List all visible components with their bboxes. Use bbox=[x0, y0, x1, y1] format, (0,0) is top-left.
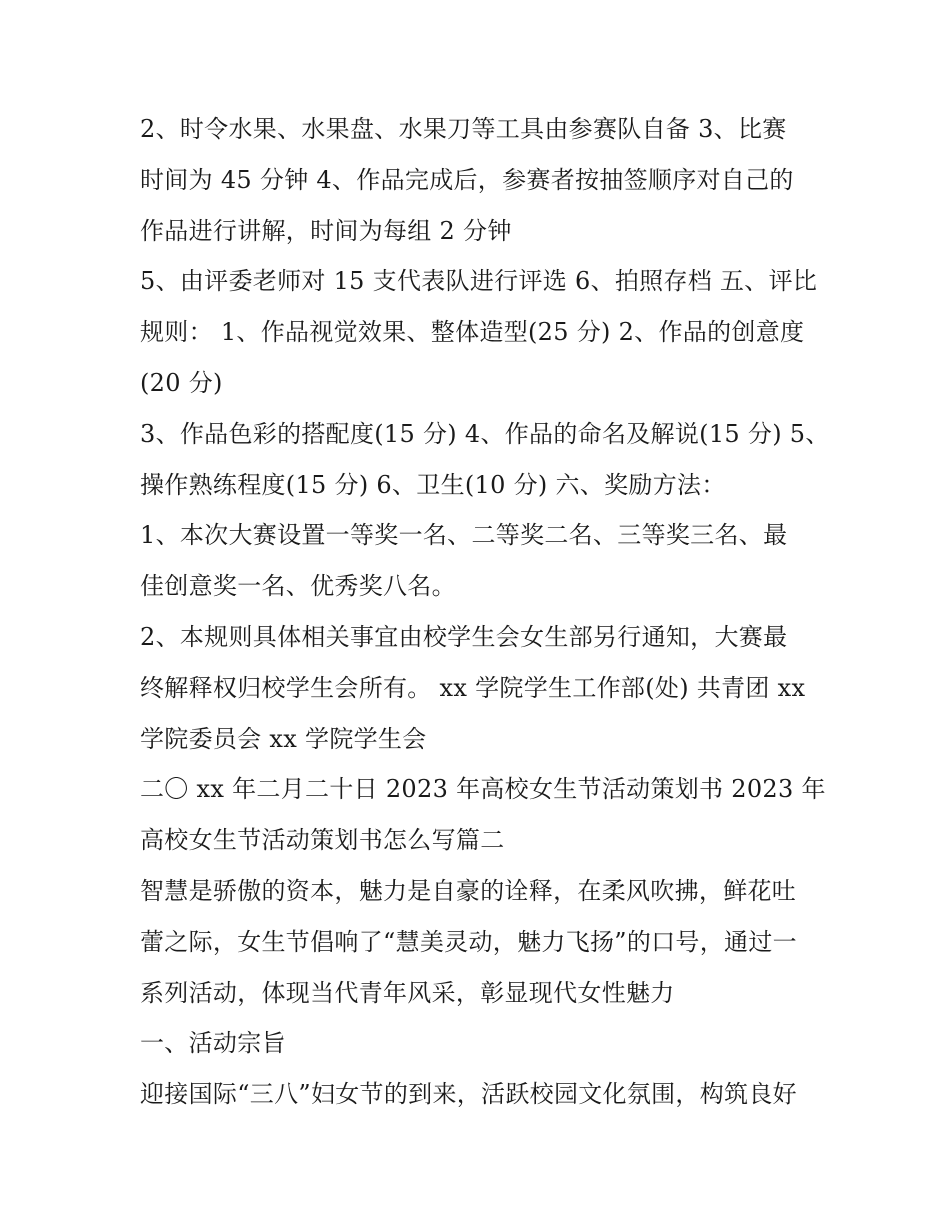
text-line: 佳创意奖一名、优秀奖八名。 bbox=[140, 572, 456, 601]
text-line: 蕾之际，女生节倡响了“慧美灵动，魅力飞扬”的口号，通过一 bbox=[140, 927, 797, 956]
text-line: (20 分) bbox=[140, 368, 223, 397]
document-body bbox=[140, 104, 830, 1120]
text-line: 时间为 45 分钟 4、作品完成后，参赛者按抽签顺序对自己的 bbox=[140, 165, 794, 194]
text-line: 操作熟练程度(15 分) 6、卫生(10 分) 六、奖励方法： bbox=[140, 470, 726, 499]
text-line: 高校女生节活动策划书怎么写篇二 bbox=[140, 826, 505, 855]
section-heading: 一、活动宗旨 bbox=[140, 1029, 286, 1058]
text-line: 终解释权归校学生会所有。 xx 学院学生工作部(处) 共青团 xx bbox=[140, 673, 806, 702]
text-line: 1、本次大赛设置一等奖一名、二等奖二名、三等奖三名、最 bbox=[140, 521, 788, 550]
text-line: 作品进行讲解，时间为每组 2 分钟 bbox=[140, 216, 512, 245]
text-line: 迎接国际“三八”妇女节的到来，活跃校园文化氛围，构筑良好 bbox=[140, 1080, 797, 1109]
text-line: 3、作品色彩的搭配度(15 分) 4、作品的命名及解说(15 分) 5、 bbox=[140, 419, 830, 448]
text-line: 智慧是骄傲的资本，魅力是自豪的诠释，在柔风吹拂，鲜花吐 bbox=[140, 876, 797, 905]
text-line: 2、本规则具体相关事宜由校学生会女生部另行通知，大赛最 bbox=[140, 622, 788, 651]
text-line: 学院委员会 xx 学院学生会 bbox=[140, 724, 427, 753]
text-line: 二〇 xx 年二月二十日 2023 年高校女生节活动策划书 2023 年 bbox=[140, 775, 826, 804]
text-line: 规则： 1、作品视觉效果、整体造型(25 分) 2、作品的创意度 bbox=[140, 318, 805, 347]
text-line: 系列活动，体现当代青年风采，彰显现代女性魅力 bbox=[140, 978, 675, 1007]
text-line: 2、时令水果、水果盘、水果刀等工具由参赛队自备 3、比赛 bbox=[140, 115, 787, 143]
text-line: 5、由评委老师对 15 支代表队进行评选 6、拍照存档 五、评比 bbox=[140, 267, 818, 296]
